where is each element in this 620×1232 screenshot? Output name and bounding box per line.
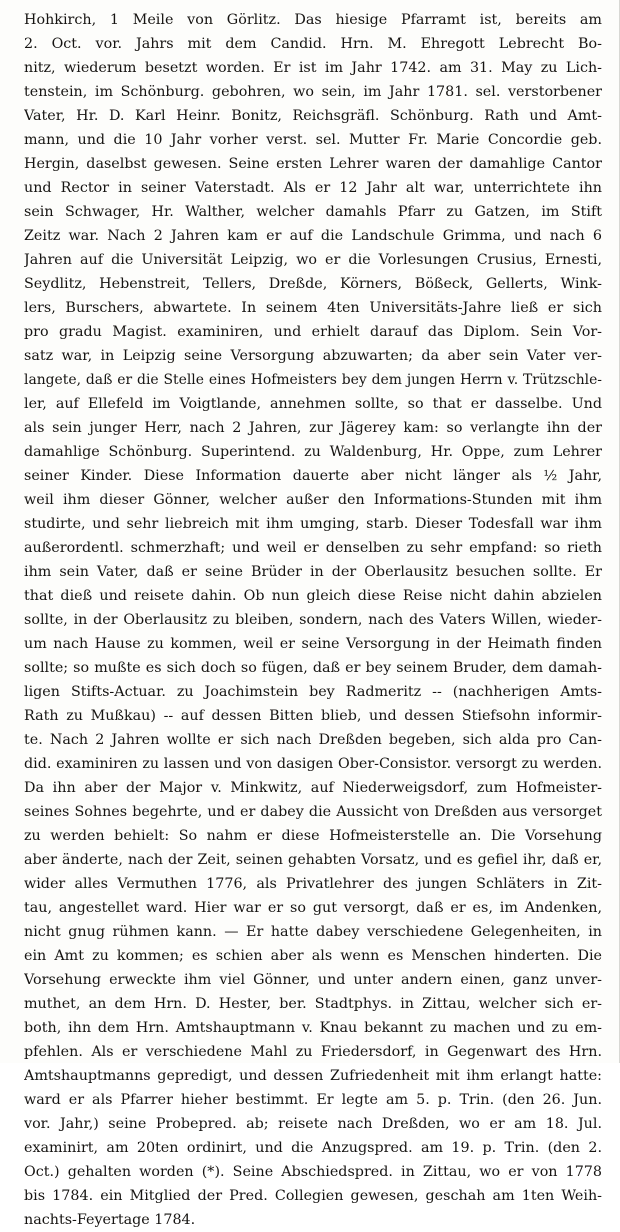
text-line: studirte, und sehr liebreich mit ihm umging, starb. Dieser Todesfall war ihm <box>24 516 602 532</box>
text-line: tenstein, im Schönburg. gebohren, wo sein, im Jahr 1781. sel. verstorbener <box>24 84 602 100</box>
text-line: examinirt, am 20ten ordinirt, und die Anzugspred. am 19. p. Trin. (den 2. <box>24 1140 602 1156</box>
text-line: nicht gnug rühmen kann. — Er hatte dabey verschiedene Gelegenheiten, in <box>24 924 602 940</box>
text-line: ward er als Pfarrer hieher bestimmt. Er legte am 5. p. Trin. (den 26. Jun. <box>24 1092 602 1108</box>
text-line: außerordentl. schmerzhaft; und weil er denselben zu sehr empfand: so rieth <box>24 540 602 556</box>
text-line: sollte, in der Oberlausitz zu bleiben, sondern, nach des Vaters Willen, wieder- <box>24 612 602 628</box>
document-body <box>24 8 602 1232</box>
text-line: wider alles Vermuthen 1776, als Privatlehrer des jungen Schläters in Zit- <box>24 876 602 892</box>
text-line: Vater, Hr. D. Karl Heinr. Bonitz, Reichsgräfl. Schönburg. Rath und Amt- <box>24 108 602 124</box>
text-line: satz war, in Leipzig seine Versorgung abzuwarten; da aber sein Vater ver- <box>24 348 602 364</box>
text-line: Hergin, daselbst gewesen. Seine ersten Lehrer waren der damahlige Cantor <box>24 156 602 172</box>
text-line: damahlige Schönburg. Superintend. zu Waldenburg, Hr. Oppe, zum Lehrer <box>24 444 602 460</box>
text-line: langete, daß er die Stelle eines Hofmeisters bey dem jungen Herrn v. Trützschle- <box>24 372 602 388</box>
text-line: ein Amt zu kommen; es schien aber als wenn es Menschen hinderten. Die <box>24 948 602 964</box>
text-line: lers, Burschers, abwartete. In seinem 4ten Universitäts-Jahre ließ er sich <box>24 300 602 316</box>
text-line: nachts-Feyertage 1784. <box>24 1212 196 1228</box>
text-line: te. Nach 2 Jahren wollte er sich nach Dreßden begeben, sich alda pro Can- <box>24 732 602 748</box>
text-line: both, ihn dem Hrn. Amtshauptmann v. Knau bekannt zu machen und zu em- <box>24 1020 602 1036</box>
text-line: Oct.) gehalten worden (*). Seine Abschiedspred. in Zittau, wo er von 1778 <box>24 1164 602 1180</box>
text-line: Seydlitz, Hebenstreit, Tellers, Dreßde, Körners, Bößeck, Gellerts, Wink- <box>24 276 602 292</box>
text-line: sein Schwager, Hr. Walther, welcher damahls Pfarr zu Gatzen, im Stift <box>24 204 602 220</box>
text-line: that dieß und reisete dahin. Ob nun gleich diese Reise nicht dahin abzielen <box>24 588 602 604</box>
text-line: 2. Oct. vor. Jahrs mit dem Candid. Hrn. M. Ehregott Lebrecht Bo- <box>24 36 602 52</box>
text-line: zu werden behielt: So nahm er diese Hofmeisterstelle an. Die Vorsehung <box>24 828 602 844</box>
text-line: did. examiniren zu lassen und von dasigen Ober-Consistor. versorgt zu werden. <box>24 756 602 772</box>
text-line: pfehlen. Als er verschiedene Mahl zu Friedersdorf, in Gegenwart des Hrn. <box>24 1044 602 1060</box>
text-line: Hohkirch, 1 Meile von Görlitz. Das hiesige Pfarramt ist, bereits am <box>24 12 602 28</box>
text-line: und Rector in seiner Vaterstadt. Als er 12 Jahr alt war, unterrichtete ihn <box>24 180 602 196</box>
text-line: Da ihn aber der Major v. Minkwitz, auf Niederweigsdorf, zum Hofmeister- <box>24 780 602 796</box>
text-line: Vorsehung erweckte ihm viel Gönner, und unter andern einen, ganz unver- <box>24 972 602 988</box>
text-line: als sein junger Herr, nach 2 Jahren, zur Jägerey kam: so verlangte ihn der <box>24 420 602 436</box>
text-line: seiner Kinder. Diese Information dauerte aber nicht länger als ½ Jahr, <box>24 468 602 484</box>
text-line: Rath zu Mußkau) -- auf dessen Bitten blieb, und dessen Stiefsohn informir- <box>24 708 602 724</box>
text-line: ligen Stifts-Actuar. zu Joachimstein bey Radmeritz -- (nachherigen Amts- <box>24 684 602 700</box>
text-line: um nach Hause zu kommen, weil er seine Versorgung in der Heimath finden <box>24 636 602 652</box>
text-line: weil ihm dieser Gönner, welcher außer den Informations-Stunden mit ihm <box>24 492 602 508</box>
text-line: ihm sein Vater, daß er seine Brüder in der Oberlausitz besuchen sollte. Er <box>24 564 602 580</box>
text-line: bis 1784. ein Mitglied der Pred. Collegien gewesen, geschah am 1ten Weih- <box>24 1188 602 1204</box>
text-line: mann, und die 10 Jahr vorher verst. sel. Mutter Fr. Marie Concordie geb. <box>24 132 602 148</box>
text-line: sollte; so mußte es sich doch so fügen, daß er bey seinem Bruder, dem damah- <box>24 660 602 676</box>
text-line: Jahren auf die Universität Leipzig, wo er die Vorlesungen Crusius, Ernesti, <box>24 252 602 268</box>
text-line: muthet, an dem Hrn. D. Hester, ber. Stadtphys. in Zittau, welcher sich er- <box>24 996 602 1012</box>
text-line: aber änderte, nach der Zeit, seinen gehabten Vorsatz, und es gefiel ihr, daß er, <box>24 852 602 868</box>
text-line: pro gradu Magist. examiniren, und erhielt darauf das Diplom. Sein Vor- <box>24 324 602 340</box>
text-line: seines Sohnes begehrte, und er dabey die Aussicht von Dreßden aus versorget <box>24 804 602 820</box>
text-line: Amtshauptmanns gepredigt, und dessen Zufriedenheit mit ihm erlangt hatte: <box>24 1068 602 1084</box>
text-line: tau, angestellet ward. Hier war er so gut versorgt, daß er es, im Andenken, <box>24 900 602 916</box>
text-line: ler, auf Ellefeld im Voigtlande, annehmen sollte, so that er dasselbe. Und <box>24 396 602 412</box>
text-line: vor. Jahr,) seine Probepred. ab; reisete nach Dreßden, wo er am 18. Jul. <box>24 1116 602 1132</box>
text-line: nitz, wiederum besetzt worden. Er ist im Jahr 1742. am 31. May zu Lich- <box>24 60 602 76</box>
text-line: Zeitz war. Nach 2 Jahren kam er auf die Landschule Grimma, und nach 6 <box>24 228 602 244</box>
